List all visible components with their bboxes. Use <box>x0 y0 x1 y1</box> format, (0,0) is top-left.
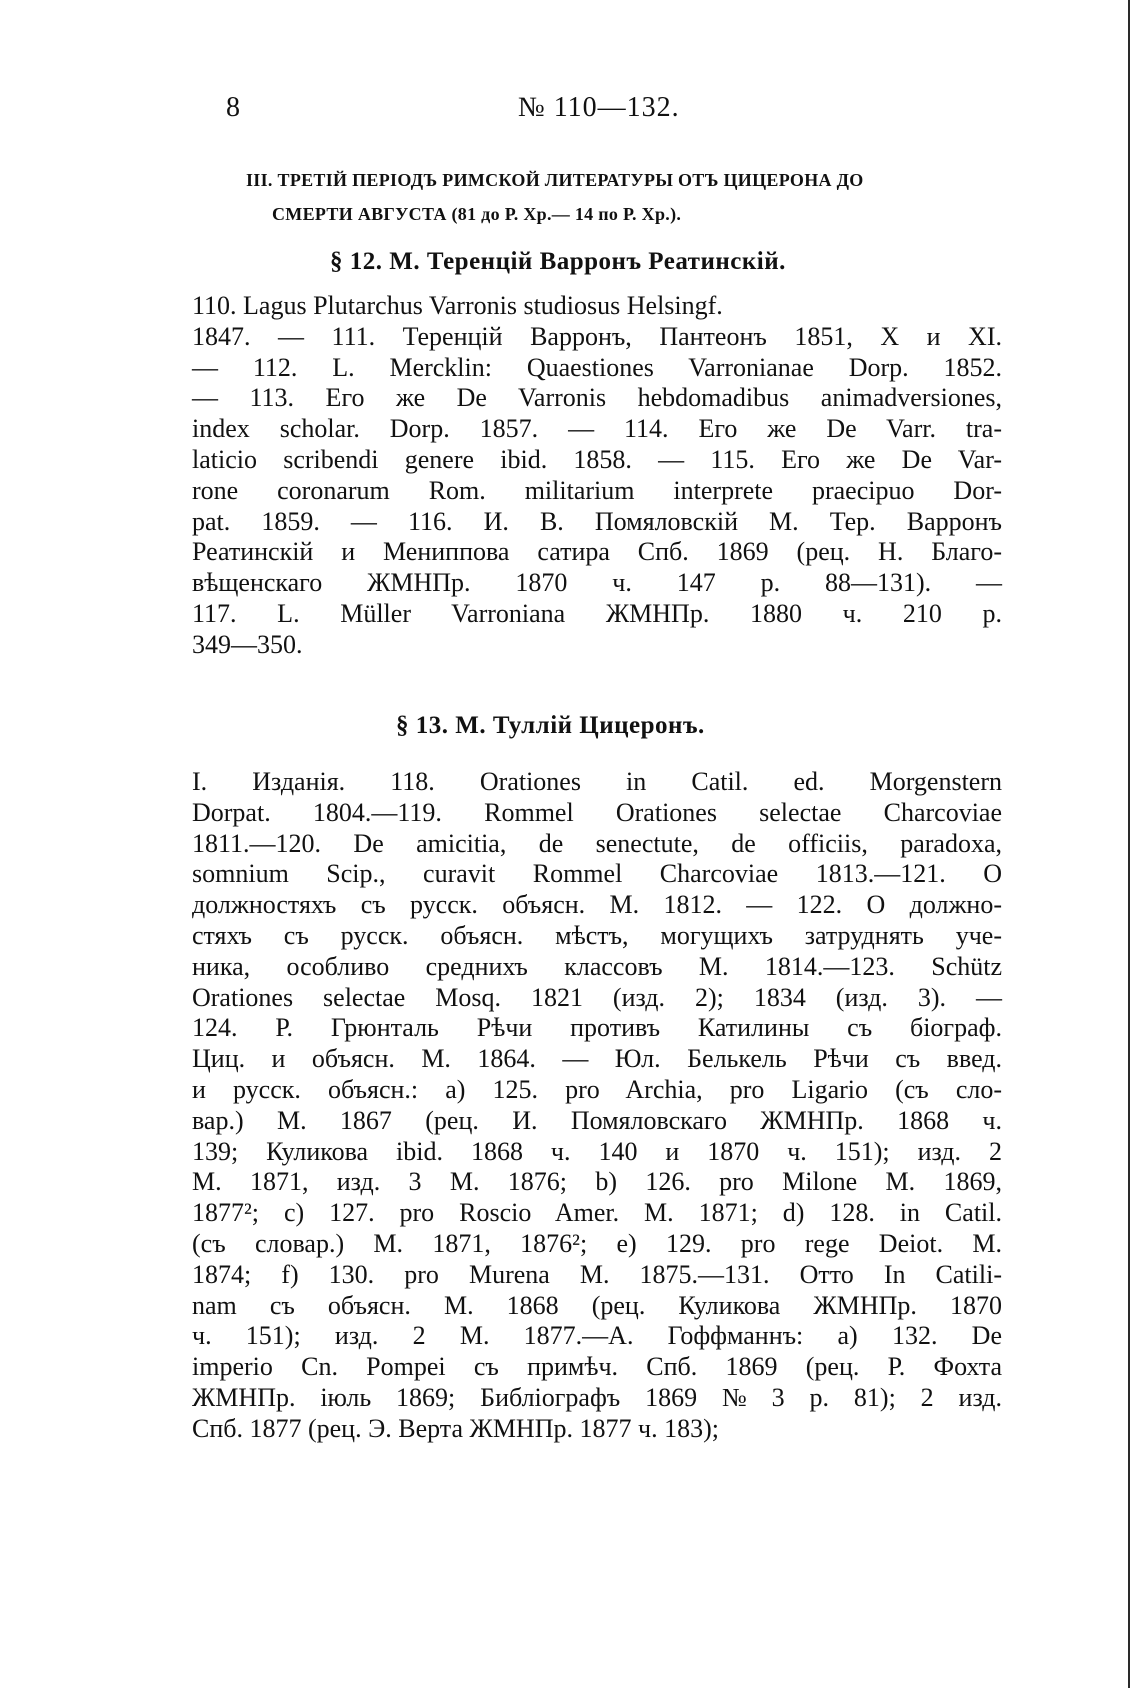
text-line: 124. Р. Грюнталь Рѣчи противъ Катилины съ біограф. <box>192 1013 1002 1043</box>
text-line: 1847. — 111. Теренцій Варронъ, Пантеонъ 1851, X и XI. <box>192 321 1002 351</box>
text-line: ника, особливо среднихъ классовъ М. 1814.—123. Schütz <box>192 951 1002 981</box>
text-line: 1877²; c) 127. pro Roscio Amer. М. 1871; d) 128. in Catil. <box>192 1198 1002 1228</box>
text-line: somnium Scip., curavit Rommel Charcoviae 1813.—121. О <box>192 859 1002 889</box>
text-line: 139; Куликова ibid. 1868 ч. 140 и 1870 ч. 151); изд. 2 <box>192 1136 1002 1166</box>
text-line: 349—350. <box>192 629 303 659</box>
text-line: 1874; f) 130. pro Murena М. 1875.—131. Отто In Catili- <box>192 1259 1002 1289</box>
text-line: 117. L. Müller Varroniana ЖМНПр. 1880 ч. 210 р. <box>192 598 1002 628</box>
text-line: М. 1871, изд. 3 М. 1876; b) 126. pro Milone М. 1869, <box>192 1167 1002 1197</box>
text-line: index scholar. Dorp. 1857. — 114. Его же De Varr. tra- <box>192 414 1002 444</box>
text-line: 110. Lagus Plutarchus Varronis studiosus Helsingf. <box>192 291 723 320</box>
period-title-line-2: СМЕРТИ АВГУСТА (81 до Р. Хр.— 14 по Р. Хр.). <box>272 204 682 224</box>
text-line: и русск. объясн.: a) 125. pro Archia, pro Ligario (съ сло- <box>192 1074 1002 1104</box>
text-line: I. Изданія. 118. Orationes in Catil. ed. Morgenstern <box>192 767 1002 796</box>
text-line: Orationes selectae Mosq. 1821 (изд. 2); 1834 (изд. 3). — <box>192 982 1002 1012</box>
entry-range: № 110—132. <box>518 92 680 123</box>
text-line: laticio scribendi genere ibid. 1858. — 115. Его же De Var- <box>192 444 1002 474</box>
text-line: — 112. L. Mercklin: Quaestiones Varronianae Dorp. 1852. <box>192 352 1002 382</box>
text-line: Dorpat. 1804.—119. Rommel Orationes selectae Charcoviae <box>192 797 1002 827</box>
text-line: стяхъ съ русск. объясн. мѣстъ, могущихъ затруднять уче- <box>192 920 1002 950</box>
text-line: — 113. Его же De Varronis hebdomadibus animadversiones, <box>192 383 1002 413</box>
text-line: ч. 151); изд. 2 М. 1877.—А. Гоффманнъ: a) 132. De <box>192 1321 1002 1351</box>
section-12-body <box>192 291 1002 661</box>
section-13-heading: § 13. М. Туллій Цицеронъ. <box>396 712 705 739</box>
page-number: 8 <box>226 92 240 123</box>
running-header <box>226 92 696 128</box>
text-line: 1811.—120. De amicitia, de senectute, de officiis, paradoxa, <box>192 828 1002 858</box>
text-line: rone coronarum Rom. militarium interprete praecipuo Dor- <box>192 475 1002 505</box>
text-line: Спб. 1877 (рец. Э. Верта ЖМНПр. 1877 ч. 183); <box>192 1413 719 1443</box>
period-title <box>246 163 976 231</box>
page-edge-rule <box>1128 0 1130 1688</box>
period-title-line-1: III. ТРЕТІЙ ПЕРІОДЪ РИМСКОЙ ЛИТЕРАТУРЫ ОТЪ ЦИЦЕРОНА ДО <box>246 170 864 190</box>
text-line: imperio Cn. Pompei съ примѣч. Спб. 1869 (рец. Р. Фохта <box>192 1352 1002 1382</box>
section-12-heading: § 12. М. Теренцій Варронъ Реатинскій. <box>330 248 786 275</box>
text-line: pat. 1859. — 116. И. В. Помяловскій М. Тер. Варронъ <box>192 506 1002 536</box>
text-line: вар.) М. 1867 (рец. И. Помяловскаго ЖМНПр. 1868 ч. <box>192 1105 1002 1135</box>
text-line: Циц. и объясн. М. 1864. — Юл. Белькель Рѣчи съ введ. <box>192 1044 1002 1074</box>
text-line: Реатинскій и Мениппова сатира Спб. 1869 (рец. Н. Благо- <box>192 537 1002 567</box>
text-line: должностяхъ съ русск. объясн. М. 1812. — 122. О должно- <box>192 890 1002 920</box>
section-13-body <box>192 767 1002 1445</box>
text-line: ЖМНПр. іюль 1869; Библіографъ 1869 № 3 р. 81); 2 изд. <box>192 1382 1002 1412</box>
text-line: nam съ объясн. М. 1868 (рец. Куликова ЖМНПр. 1870 <box>192 1290 1002 1320</box>
text-line: (съ словар.) М. 1871, 1876²; e) 129. pro rege Deiot. М. <box>192 1228 1002 1258</box>
text-line: вѣщенскаго ЖМНПр. 1870 ч. 147 р. 88—131). — <box>192 568 1002 598</box>
